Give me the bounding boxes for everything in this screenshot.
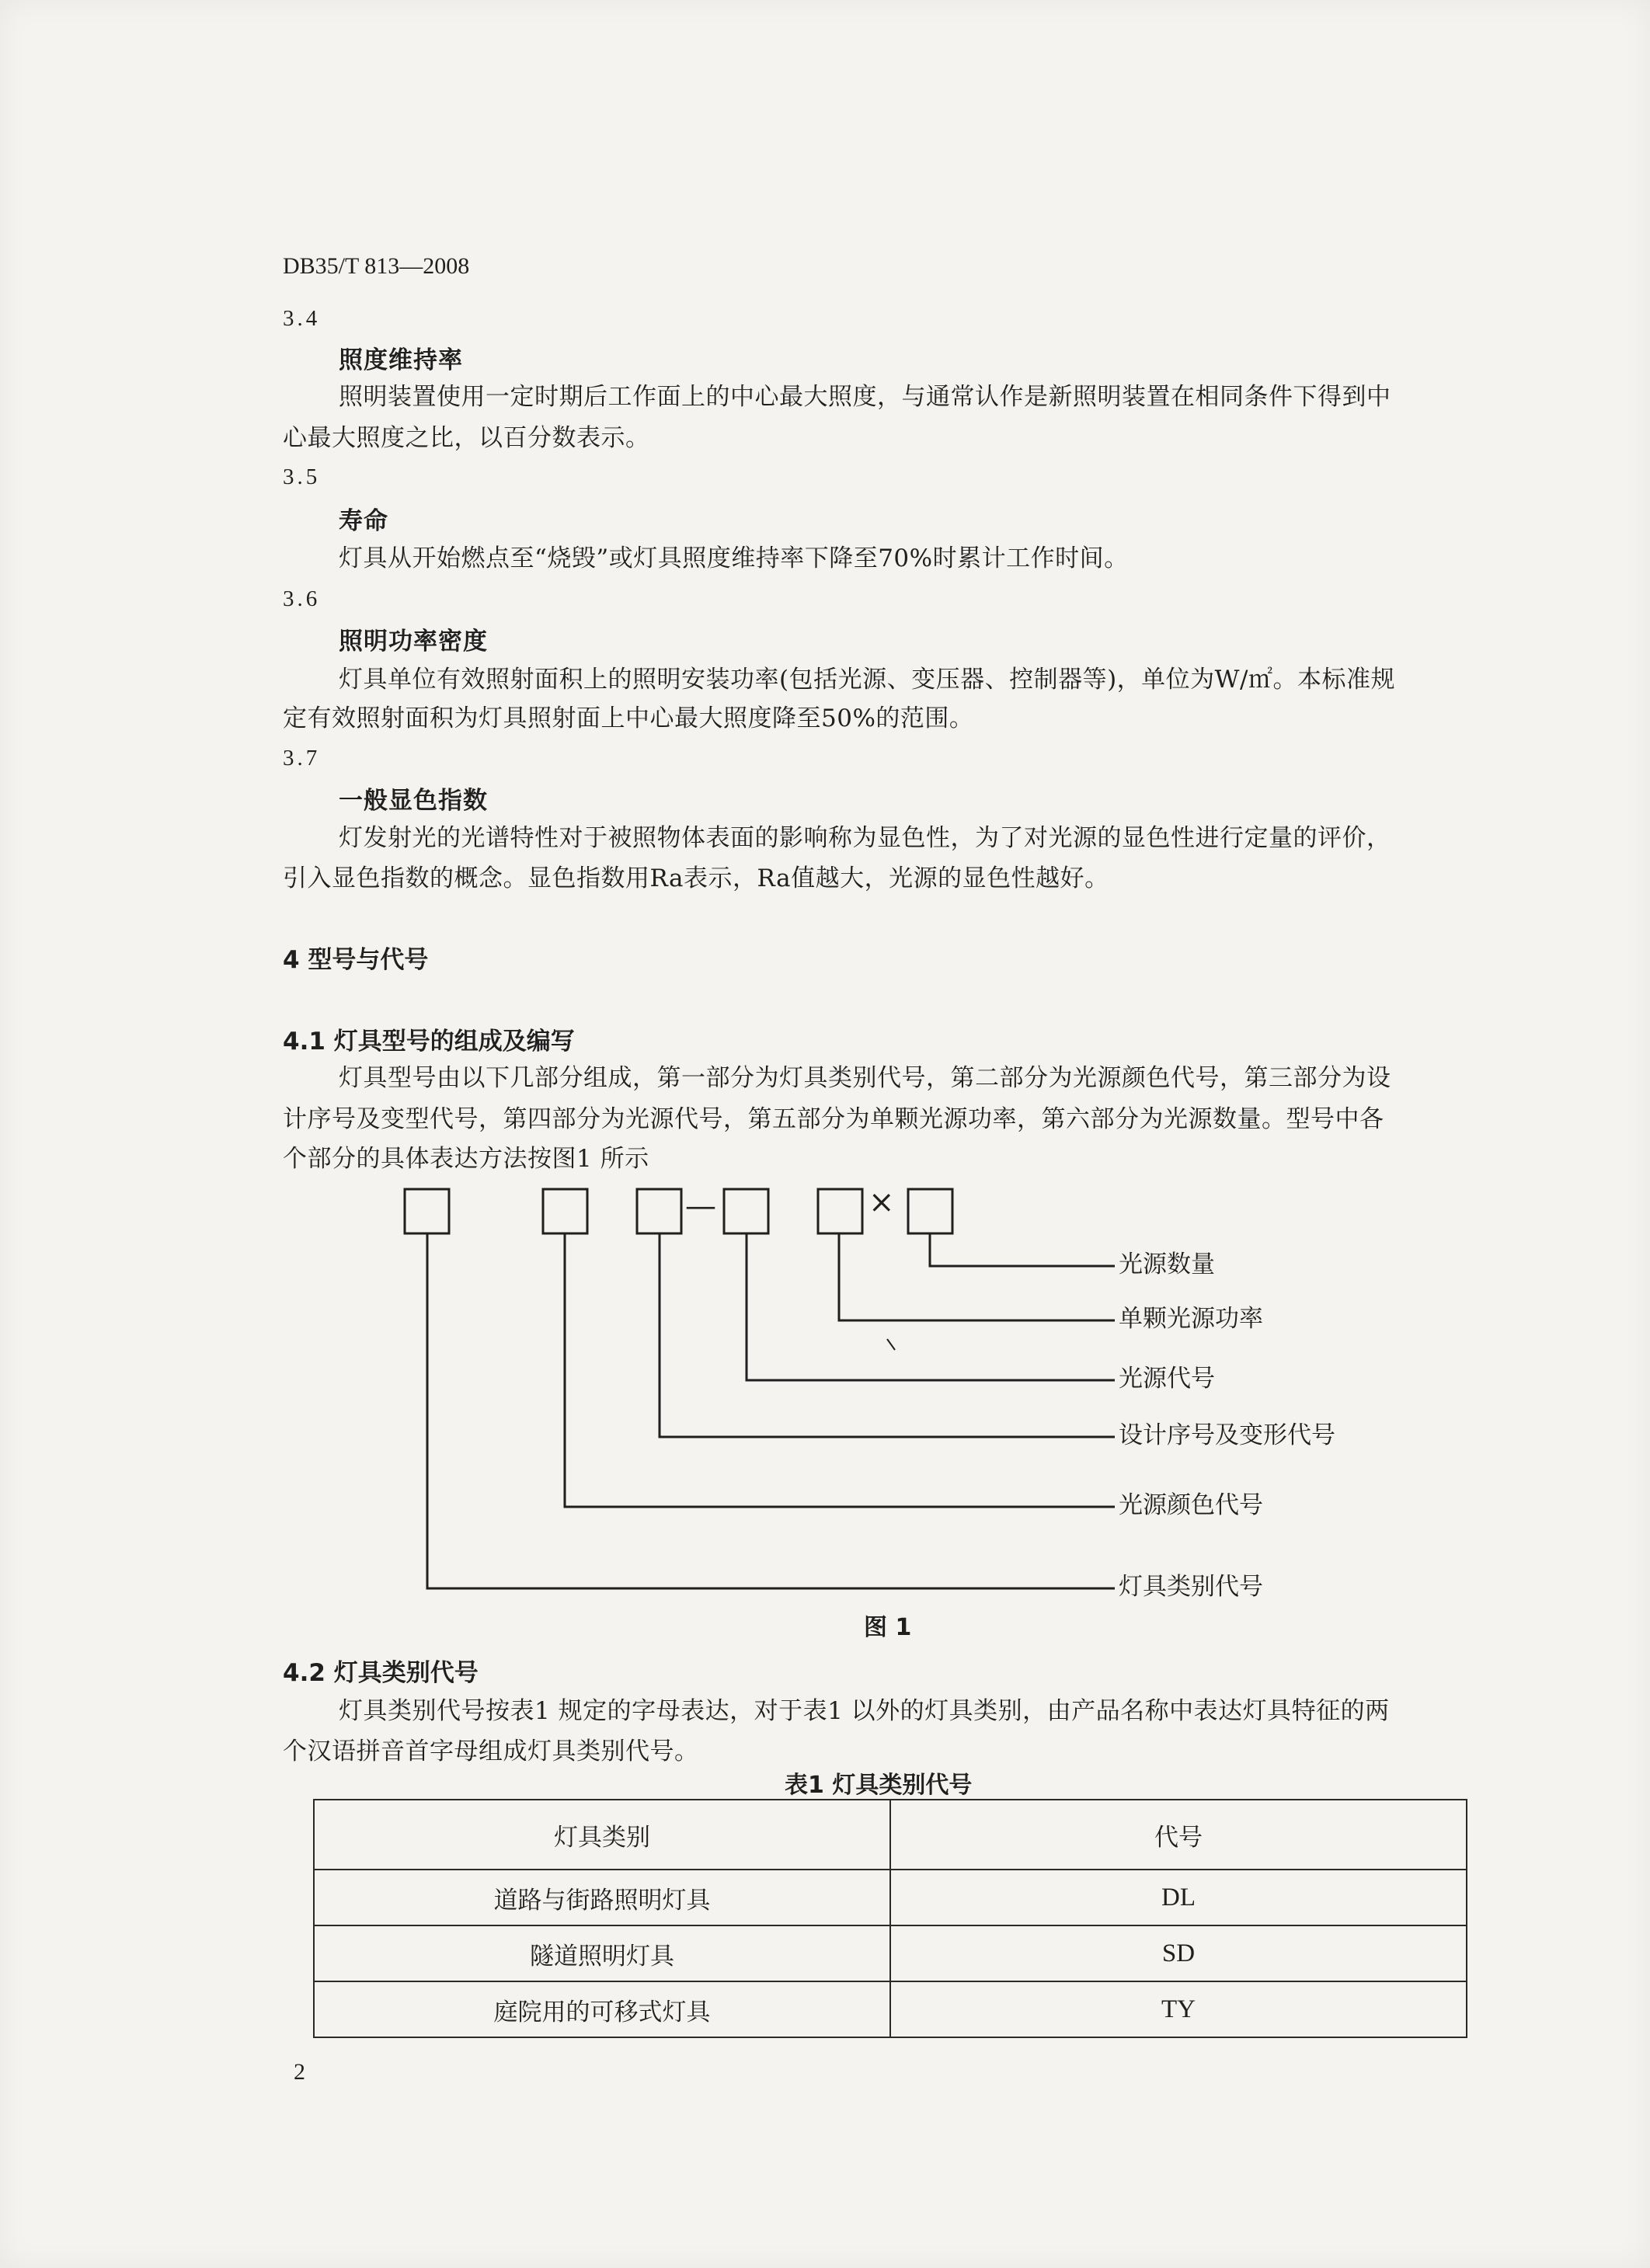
label-light-color-code: 光源颜色代号 bbox=[1119, 1491, 1263, 1519]
document-id: DB35/T 813—2008 bbox=[283, 253, 470, 279]
table-row bbox=[314, 1925, 1467, 1981]
label-design-number: 设计序号及变形代号 bbox=[1119, 1421, 1335, 1449]
paragraph-line: 定有效照射面积为灯具照射面上中心最大照度降至50%的范围。 bbox=[283, 704, 974, 732]
section-number: 3.7 bbox=[283, 746, 321, 770]
label-single-source-power: 单颗光源功率 bbox=[1119, 1305, 1263, 1333]
table-row bbox=[314, 1870, 1467, 1925]
design-number-box bbox=[637, 1189, 681, 1233]
term-title: 照度维持率 bbox=[339, 346, 463, 374]
figure-caption: 图 1 bbox=[864, 1614, 912, 1641]
paragraph-line: 灯具从开始燃点至“烧毁”或灯具照度维持率下降至70%时累计工作时间。 bbox=[339, 544, 1129, 572]
dash-symbol: — bbox=[685, 1188, 716, 1224]
section-number: 3.4 bbox=[283, 306, 321, 331]
term-title: 照明功率密度 bbox=[339, 628, 488, 656]
term-title: 寿命 bbox=[339, 507, 388, 535]
section-number: 3.5 bbox=[283, 464, 321, 489]
source-code-box bbox=[724, 1189, 768, 1233]
category-leader bbox=[427, 1233, 1115, 1588]
label-light-source-count: 光源数量 bbox=[1119, 1251, 1215, 1278]
table-caption: 表1 灯具类别代号 bbox=[785, 1772, 973, 1799]
subsection-heading: 4.2 灯具类别代号 bbox=[283, 1659, 479, 1687]
paragraph-line: 个部分的具体表达方法按图1 所示 bbox=[283, 1145, 649, 1173]
paragraph-line: 照明装置使用一定时期后工作面上的中心最大照度，与通常认作是新照明装置在相同条件下得到中 bbox=[339, 383, 1391, 411]
paragraph-line: 灯具单位有效照射面积上的照明安装功率(包括光源、变压器、控制器等)，单位为W/㎡。本标准规 bbox=[339, 666, 1395, 694]
paragraph-line: 灯发射光的光谱特性对于被照物体表面的影响称为显色性，为了对光源的显色性进行定量的评价， bbox=[339, 824, 1391, 852]
table-header-row bbox=[314, 1800, 1467, 1870]
code-cell: DL bbox=[890, 1870, 1467, 1925]
page-number: 2 bbox=[294, 2059, 305, 2085]
category-cell: 庭院用的可移式灯具 bbox=[314, 1981, 890, 2037]
label-category-code: 灯具类别代号 bbox=[1119, 1573, 1263, 1601]
chapter-heading: 4 型号与代号 bbox=[283, 946, 429, 974]
paragraph-line: 计序号及变型代号，第四部分为光源代号，第五部分为单颗光源功率，第六部分为光源数量。型号中各 bbox=[283, 1105, 1384, 1133]
power-leader bbox=[839, 1233, 1115, 1320]
paragraph-line: 个汉语拼音首字母组成灯具类别代号。 bbox=[283, 1738, 699, 1765]
count-box bbox=[908, 1189, 952, 1233]
code-cell: TY bbox=[890, 1981, 1467, 2037]
column-header-code: 代号 bbox=[890, 1800, 1467, 1870]
subsection-heading: 4.1 灯具型号的组成及编写 bbox=[283, 1028, 575, 1056]
code-cell: SD bbox=[890, 1925, 1467, 1981]
section-number: 3.6 bbox=[283, 586, 321, 611]
column-header-category: 灯具类别 bbox=[314, 1800, 890, 1870]
stray-mark bbox=[887, 1339, 895, 1350]
count-leader bbox=[930, 1233, 1115, 1266]
category-cell: 道路与街路照明灯具 bbox=[314, 1870, 890, 1925]
power-box bbox=[818, 1189, 862, 1233]
term-title: 一般显色指数 bbox=[339, 787, 488, 815]
label-light-source-code: 光源代号 bbox=[1119, 1365, 1215, 1393]
design-leader bbox=[660, 1233, 1115, 1437]
times-symbol: × bbox=[869, 1184, 895, 1220]
table-row bbox=[314, 1981, 1467, 2037]
lamp-category-table bbox=[313, 1799, 1467, 2038]
paragraph-line: 心最大照度之比，以百分数表示。 bbox=[283, 424, 650, 452]
category-code-box bbox=[405, 1189, 449, 1233]
paragraph-line: 引入显色指数的概念。显色指数用Ra表示，Ra值越大，光源的显色性越好。 bbox=[283, 864, 1109, 892]
color-code-box bbox=[543, 1189, 587, 1233]
category-cell: 隧道照明灯具 bbox=[314, 1925, 890, 1981]
paragraph-line: 灯具型号由以下几部分组成，第一部分为灯具类别代号，第二部分为光源颜色代号，第三部分为设 bbox=[339, 1064, 1391, 1092]
paragraph-line: 灯具类别代号按表1 规定的字母表达，对于表1 以外的灯具类别，由产品名称中表达灯具特征的两 bbox=[339, 1697, 1390, 1725]
